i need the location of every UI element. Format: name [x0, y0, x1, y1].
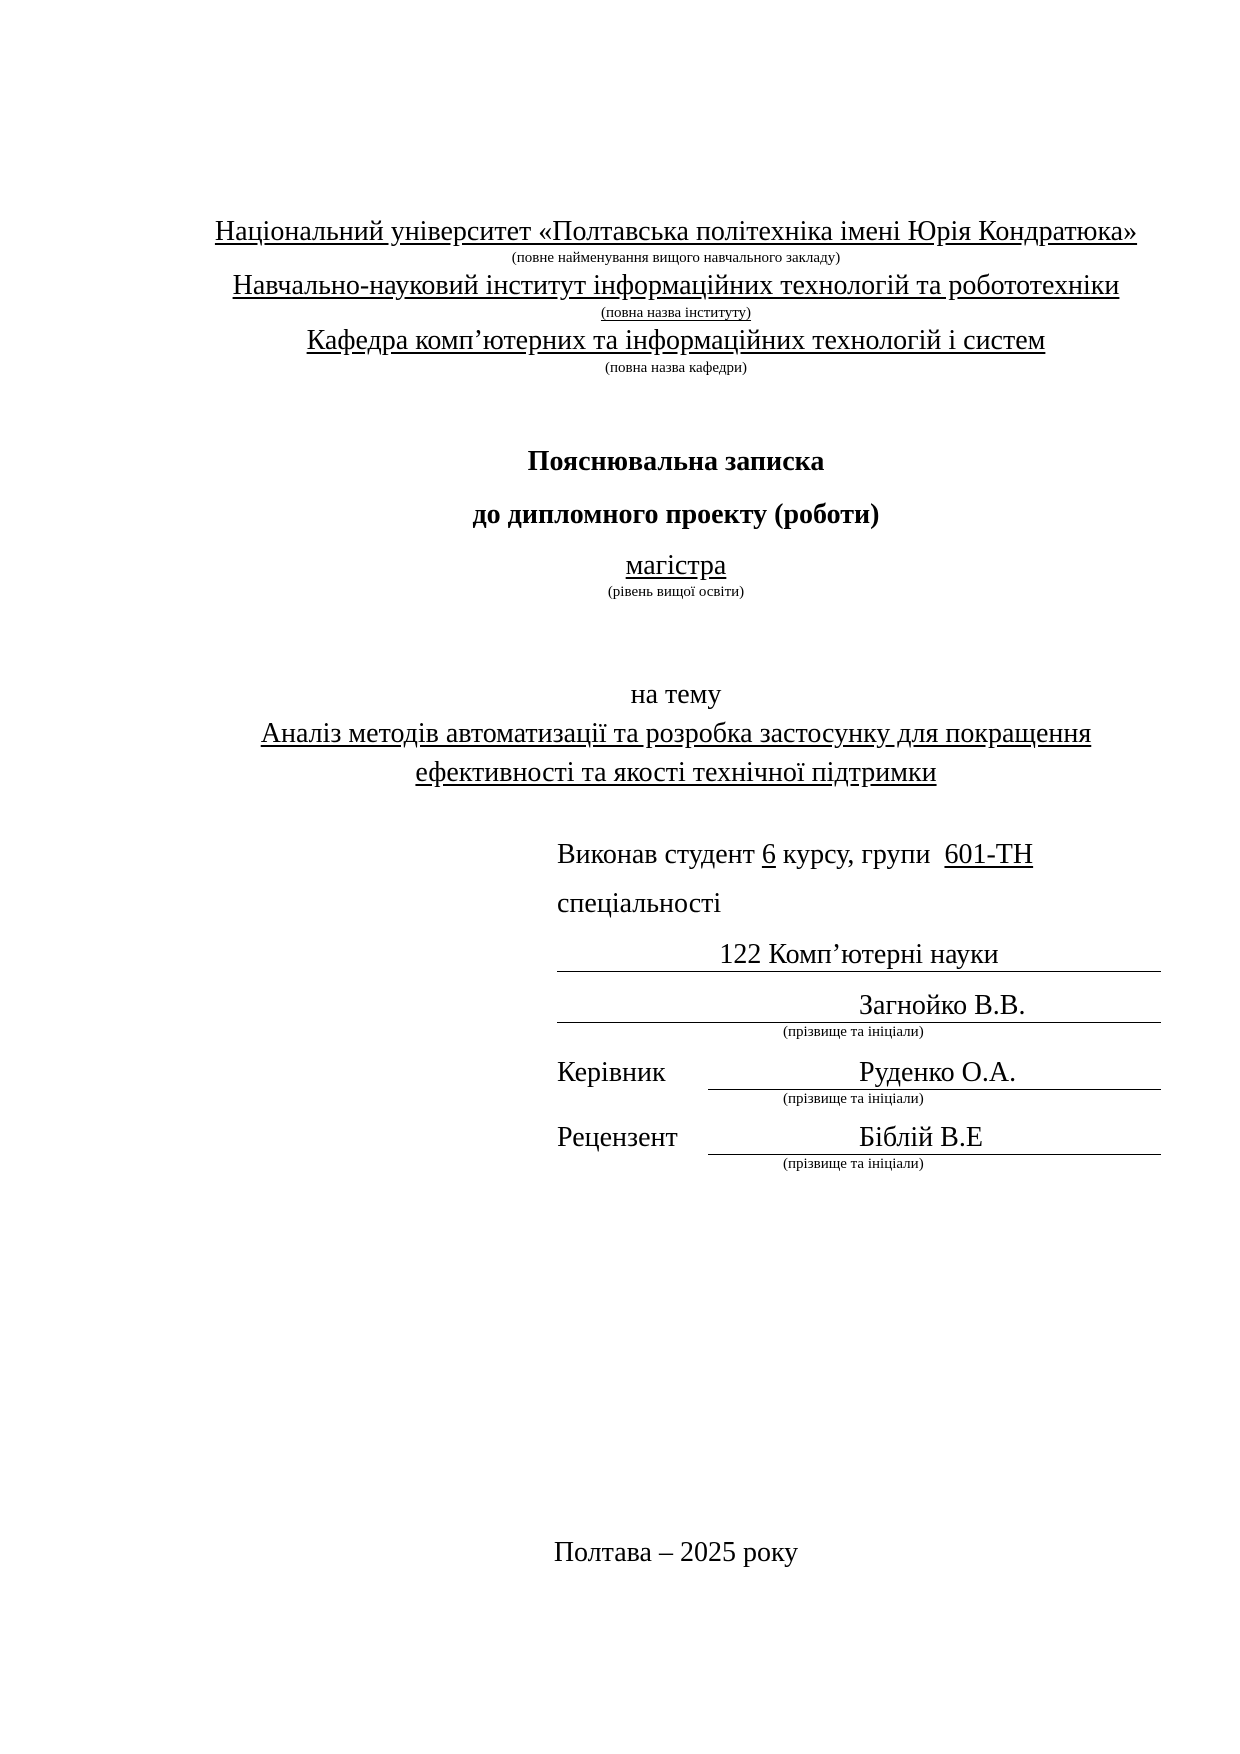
- department-caption: (повна назва кафедри): [605, 360, 747, 376]
- department-name: Кафедра комп’ютерних та інформаційних технологій і систем: [306, 325, 1046, 356]
- university-caption: (повне найменування вищого навчального закладу): [511, 250, 841, 266]
- student-course-suffix: курсу, групи: [782, 839, 931, 870]
- institute-caption: (повна назва інституту): [600, 305, 752, 321]
- supervisor-caption: (прізвище та ініціали): [783, 1091, 924, 1107]
- specialty-label: спеціальності: [557, 888, 722, 919]
- topic-line-1: Аналіз методів автоматизації та розробка застосунку для покращення: [260, 718, 1092, 749]
- institute-name: Навчально-науковий інститут інформаційних технологій та робототехніки: [232, 270, 1120, 301]
- document-subtitle: до дипломного проекту (роботи): [472, 499, 880, 530]
- student-name: Загнойко В.В.: [859, 990, 1026, 1021]
- supervisor-field: [708, 1057, 1161, 1090]
- student-prefix: Виконав студент: [557, 839, 755, 870]
- reviewer-label: Рецензент: [557, 1122, 678, 1153]
- degree-level: магістра: [625, 550, 727, 581]
- student-info-line: [557, 839, 1033, 871]
- reviewer-caption: (прізвище та ініціали): [783, 1156, 924, 1172]
- university-name: Національний університет «Полтавська політехніка імені Юрія Кондратюка»: [214, 216, 1138, 247]
- student-group: 601-ТН: [944, 839, 1034, 870]
- student-name-field: [557, 990, 1161, 1023]
- reviewer-field: [708, 1122, 1161, 1155]
- topic-line-2: ефективності та якості технічної підтримки: [415, 757, 937, 788]
- student-name-caption: (прізвище та ініціали): [783, 1024, 924, 1040]
- specialty-field: 122 Комп’ютерні науки: [557, 939, 1161, 972]
- reviewer-name: Біблій В.Е: [859, 1122, 983, 1153]
- city-year: Полтава – 2025 року: [553, 1537, 799, 1568]
- document-title: Пояснювальна записка: [527, 446, 825, 477]
- degree-caption: (рівень вищої освіти): [607, 584, 745, 600]
- supervisor-label: Керівник: [557, 1057, 666, 1088]
- supervisor-name: Руденко О.А.: [859, 1057, 1017, 1088]
- student-course: 6: [761, 839, 776, 870]
- topic-label: на тему: [630, 679, 722, 710]
